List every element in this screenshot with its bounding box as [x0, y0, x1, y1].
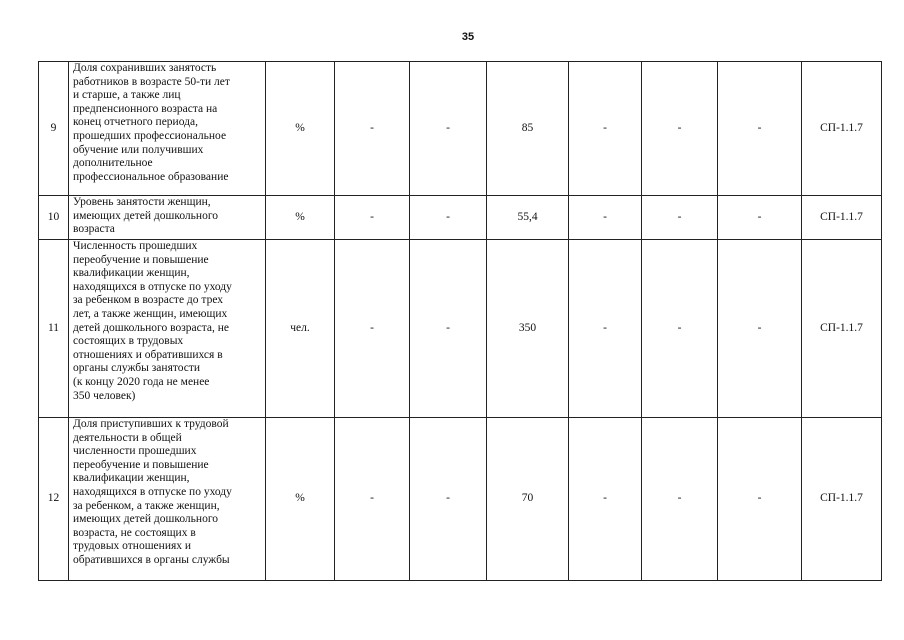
indicator-name-line: состоящих в трудовых — [73, 335, 184, 348]
indicator-name-cell — [69, 418, 266, 581]
indicator-name-line: находящихся в отпуске по уходу — [73, 485, 232, 498]
value-cell: - — [569, 418, 642, 581]
value-cell: - — [410, 240, 487, 418]
indicator-name-line: и старше, а также лиц — [73, 89, 181, 102]
value-cell: - — [718, 240, 802, 418]
indicator-name-line: Численность прошедших — [73, 240, 198, 252]
indicator-name-line: переобучение и повышение — [73, 458, 209, 471]
row-number-cell: 10 — [39, 196, 69, 240]
indicator-name-line: Доля приступивших к трудовой — [73, 418, 229, 430]
indicator-name-line: деятельности в общей — [73, 431, 182, 444]
indicator-name-line: возраста — [73, 223, 115, 236]
indicators-table — [38, 61, 882, 581]
indicator-name-line: предпенсионного возраста на — [73, 102, 218, 115]
indicator-name-cell — [69, 196, 266, 240]
indicator-name-line: лет, а также женщин, имеющих — [73, 307, 228, 320]
value-cell: - — [642, 62, 718, 196]
indicator-name-line: квалификации женщин, — [73, 472, 190, 485]
code-cell: СП-1.1.7 — [802, 240, 882, 418]
indicator-name-line: имеющих детей дошкольного — [73, 209, 219, 222]
indicator-name-line: переобучение и повышение — [73, 253, 209, 266]
indicator-name-line: органы службы занятости — [73, 362, 201, 375]
value-cell: - — [410, 196, 487, 240]
indicator-name-line: численности прошедших — [73, 445, 197, 458]
value-cell: - — [335, 418, 410, 581]
indicator-name-line: отношениях и обратившихся в — [73, 348, 223, 361]
indicator-name-line: (к концу 2020 года не менее — [73, 375, 210, 388]
indicator-name-line: работников в возрасте 50-ти лет — [73, 75, 230, 88]
code-cell: СП-1.1.7 — [802, 196, 882, 240]
indicator-name-line: за ребенком, а также женщин, — [73, 499, 220, 512]
indicator-name-line: возраста, не состоящих в — [73, 526, 196, 539]
value-cell: - — [335, 240, 410, 418]
table-row — [39, 196, 882, 240]
indicator-name-line: детей дошкольного возраста, не — [73, 321, 229, 334]
value-cell: - — [642, 240, 718, 418]
row-number-cell: 11 — [39, 240, 69, 418]
value-cell: - — [410, 418, 487, 581]
value-cell: - — [410, 62, 487, 196]
indicator-name-line: профессиональное образование — [73, 170, 229, 183]
indicator-name-line: Доля сохранивших занятость — [73, 62, 217, 74]
unit-cell: чел. — [266, 240, 335, 418]
value-cell: 55,4 — [487, 196, 569, 240]
indicator-name-cell — [69, 240, 266, 418]
indicator-name-line: за ребенком в возрасте до трех — [73, 294, 224, 307]
value-cell: - — [569, 62, 642, 196]
value-cell: - — [642, 418, 718, 581]
unit-cell: % — [266, 62, 335, 196]
indicator-name-line: конец отчетного периода, — [73, 116, 198, 129]
value-cell: - — [718, 62, 802, 196]
indicator-name-line: дополнительное — [73, 157, 153, 170]
page-number: 35 — [461, 31, 475, 43]
code-cell: СП-1.1.7 — [802, 418, 882, 581]
indicator-name-line: 350 человек) — [73, 389, 136, 402]
indicator-name-cell — [69, 62, 266, 196]
indicator-name-line: квалификации женщин, — [73, 267, 190, 280]
indicator-name-line: обратившихся в органы службы — [73, 553, 230, 566]
row-number-cell: 12 — [39, 418, 69, 581]
value-cell: - — [335, 196, 410, 240]
value-cell: 70 — [487, 418, 569, 581]
value-cell: 350 — [487, 240, 569, 418]
indicator-name-line: находящихся в отпуске по уходу — [73, 280, 232, 293]
table-row — [39, 62, 882, 196]
code-cell: СП-1.1.7 — [802, 62, 882, 196]
value-cell: - — [569, 240, 642, 418]
indicator-name-line: прошедших профессиональное — [73, 129, 227, 142]
table-row — [39, 240, 882, 418]
unit-cell: % — [266, 418, 335, 581]
table-row — [39, 418, 882, 581]
value-cell: - — [569, 196, 642, 240]
value-cell: - — [642, 196, 718, 240]
indicator-name-line: имеющих детей дошкольного — [73, 513, 219, 526]
indicator-name-line: Уровень занятости женщин, — [73, 196, 211, 208]
unit-cell: % — [266, 196, 335, 240]
indicator-name-line: обучение или получивших — [73, 143, 204, 156]
row-number-cell: 9 — [39, 62, 69, 196]
value-cell: 85 — [487, 62, 569, 196]
value-cell: - — [335, 62, 410, 196]
value-cell: - — [718, 196, 802, 240]
indicator-name-line: трудовых отношениях и — [73, 540, 192, 553]
value-cell: - — [718, 418, 802, 581]
